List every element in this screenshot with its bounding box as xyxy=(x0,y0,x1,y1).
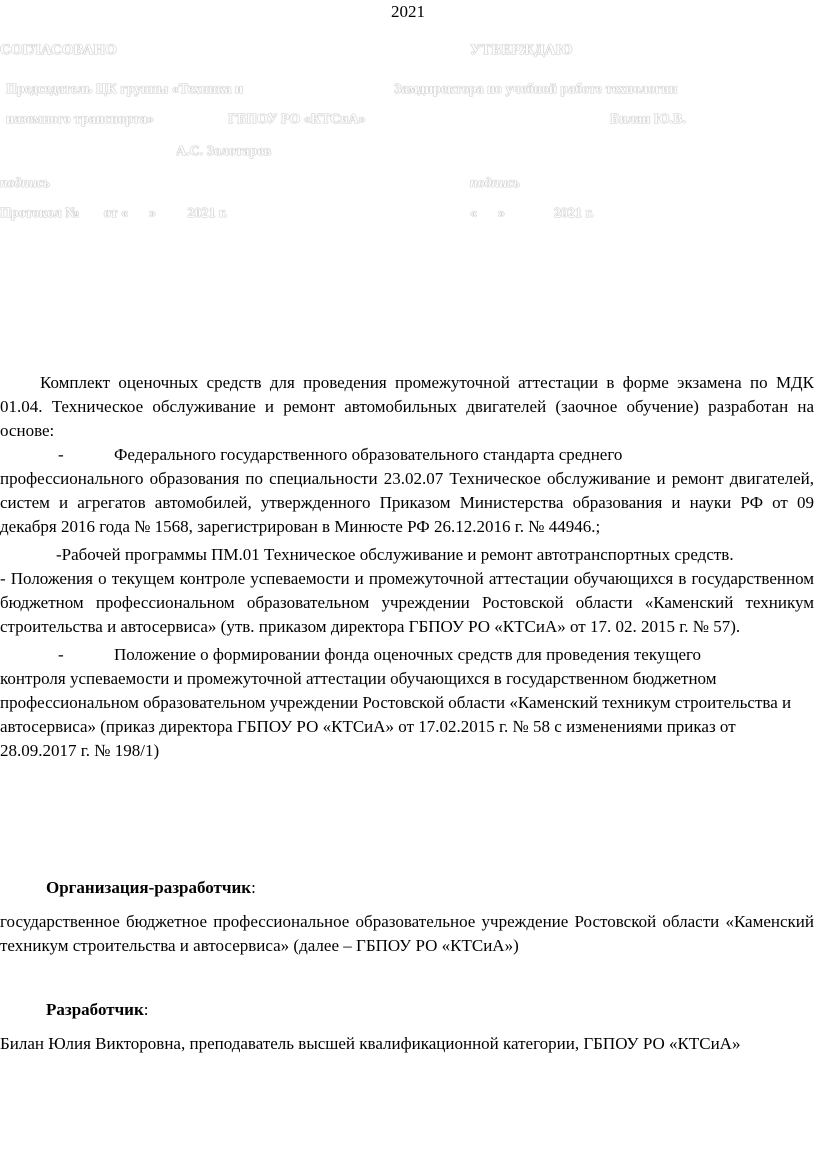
list-dash: - xyxy=(58,445,64,464)
approval-left-name: А.С. Золотарев xyxy=(176,144,272,159)
approval-right-line1: Замдиректора по учебной работе технологии xyxy=(394,82,678,97)
approval-right-sign: подпись xyxy=(470,176,520,191)
approval-left-title: СОГЛАСОВАНО xyxy=(0,42,117,58)
organization-colon: : xyxy=(251,878,256,897)
organization-text: государственное бюджетное профессиональное образовательное учреждение Ростовской области «Каменский техникум строительства и автосервиса» (далее – ГБПОУ РО «КТСиА») xyxy=(0,912,814,955)
list-item-fund-rest: контроля успеваемости и промежуточной аттестации обучающихся в государственном бюджетном профессиональном образовательном учреждении Ростовской области «Каменский техникум строительства и автосервиса» (приказ директора ГБПОУ РО «КТСиА» от 17.02.2015 г. № 58 с изменениями приказ от 28.09.2017 г. № 198/1) xyxy=(0,669,792,760)
approval-right-title: УТВЕРЖДАЮ xyxy=(470,42,573,58)
list-item-fgos-rest: профессионального образования по специальности 23.02.07 Техническое обслуживание и ремонт двигателей, систем и агрегатов автомобилей, утвержденного Приказом Министерства образования и науки РФ от 09 декабря 2016 года № 1568, зарегистрирован в Минюсте РФ 26.12.2016 г. № 44946.; xyxy=(0,469,814,536)
list-item-fund-first: Положение о формировании фонда оценочных средств для проведения текущего xyxy=(114,645,702,664)
approval-left-line2: наземного транспорта» xyxy=(6,112,154,127)
developer-label: Разработчик xyxy=(46,1000,144,1019)
approval-left-protocol: Протокол № от « » 2021 г. xyxy=(0,206,228,221)
organization-section xyxy=(0,876,814,958)
list-dash: - xyxy=(58,645,64,664)
list-item-fund xyxy=(0,643,814,667)
approval-right-name: Билан Ю.В. xyxy=(610,112,686,127)
list-item-regulation: - Положения о текущем контроле успеваемости и промежуточной аттестации обучающихся в государственном бюджетном профессиональном образовательном учреждении Ростовской области «Каменский техникум строительства и автосервиса» (утв. приказом директора ГБПОУ РО «КТСиА» от 17. 02. 2015 г. № 57). xyxy=(0,569,814,636)
organization-heading xyxy=(0,876,814,900)
developer-colon: : xyxy=(143,1000,149,1019)
list-item-fgos-first: Федерального государственного образовательного стандарта среднего xyxy=(114,445,623,464)
document-year: 2021 xyxy=(391,2,425,21)
list-item-program: -Рабочей программы ПМ.01 Техническое обслуживание и ремонт автотранспортных средств. xyxy=(56,545,734,564)
list-item-fgos xyxy=(0,443,814,467)
organization-label: Организация-разработчик xyxy=(46,878,252,897)
approval-right-line2: ГБПОУ РО «КТСиА» xyxy=(228,112,366,127)
intro-paragraph: Комплект оценочных средств для проведения промежуточной аттестации в форме экзамена по МДК 01.04. Техническое обслуживание и ремонт автомобильных двигателей (заочное обучение) разработан на основе: xyxy=(0,373,814,440)
approval-left-sign: подпись xyxy=(0,176,50,191)
developer-section xyxy=(0,998,814,1056)
approval-right-date: « » 2021 г. xyxy=(470,206,594,221)
approval-left-line1: Председатель ЦК группы «Техника и xyxy=(6,82,244,97)
developer-heading xyxy=(0,998,814,1022)
developer-text: Билан Юлия Викторовна, преподаватель высшей квалификационной категории, ГБПОУ РО «КТСиА» xyxy=(0,1034,741,1053)
intro-section xyxy=(0,371,814,763)
